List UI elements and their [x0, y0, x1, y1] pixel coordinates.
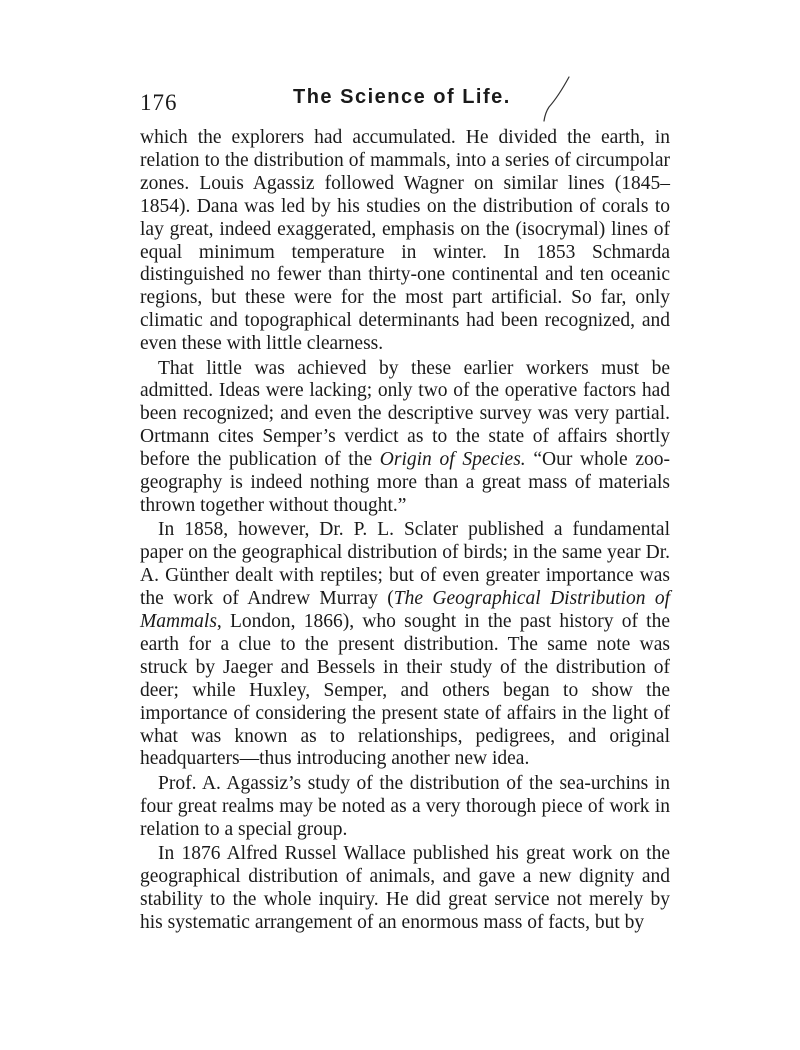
paragraph-text: , London, 1866), who sought in the past history of the earth for a clue to the present distribution. The same note was struck by Jaeger and Bessels in their study of the distribution of deer; while Huxley, Semper, and others began to show the importance of considering the present state of affairs in the light of what was known as to relationships, pedigrees, and original headquarters—thus introducing another new idea. [140, 611, 670, 770]
paragraph [140, 127, 670, 356]
body-text [140, 127, 670, 935]
paragraph [140, 843, 670, 935]
paragraph-text: That little was achieved by these earlier workers must be admitted. Ideas were lacking; only two of the operative factors had been recognized; and even the descriptive survey was very partial. Ortmann cites Semper’s verdict as to the state of affairs shortly before the publication of the [140, 357, 670, 471]
page-header [138, 84, 678, 124]
paragraph-text: In 1876 Alfred Russel Wallace published his great work on the geographical distribution of animals, and gave a new dignity and stability to the whole inquiry. He did great service not merely by his systematic arrangement of an enormous mass of facts, but by [140, 843, 670, 933]
paragraph [140, 519, 670, 771]
paragraph [140, 358, 670, 518]
page-number: 176 [140, 90, 178, 115]
pencil-stroke-mark-icon [535, 74, 575, 124]
running-title: The Science of Life. [293, 86, 511, 108]
paragraph-text: In 1858, however, Dr. P. L. Sclater published a fundamental paper on the geographical distribution of birds; in the same year Dr. A. Günther dealt with reptiles; but of even greater importance was the work of Andrew Murray ( [140, 519, 670, 610]
paragraph-text: “Our whole zoo-geography is indeed nothing more than a great mass of materials thrown together without thought.” [140, 449, 670, 516]
book-title-italic: The Geographical Distribution of Mammals [140, 588, 670, 633]
paragraph [140, 773, 670, 842]
paragraph-text: which the explorers had accumulated. He divided the earth, in relation to the distribution of mammals, into a series of circumpolar zones. Louis Agassiz followed Wagner on similar lines (1845–1854). Dana was led by his studies on the distribution of corals to lay great, indeed exaggerated, emphasis on the (isocrymal) lines of equal minimum temperature in winter. In 1853 Schmarda distinguished no fewer than thirty-one continental and ten oceanic regions, but these were for the most part artificial. So far, only climatic and topographical determinants had been recognized, and even these with little clearness. [140, 127, 670, 355]
book-title-italic: Origin of Species. [379, 449, 526, 471]
paragraph-text: Prof. A. Agassiz’s study of the distribution of the sea-urchins in four great realms may be noted as a very thorough piece of work in relation to a special group. [140, 772, 670, 840]
